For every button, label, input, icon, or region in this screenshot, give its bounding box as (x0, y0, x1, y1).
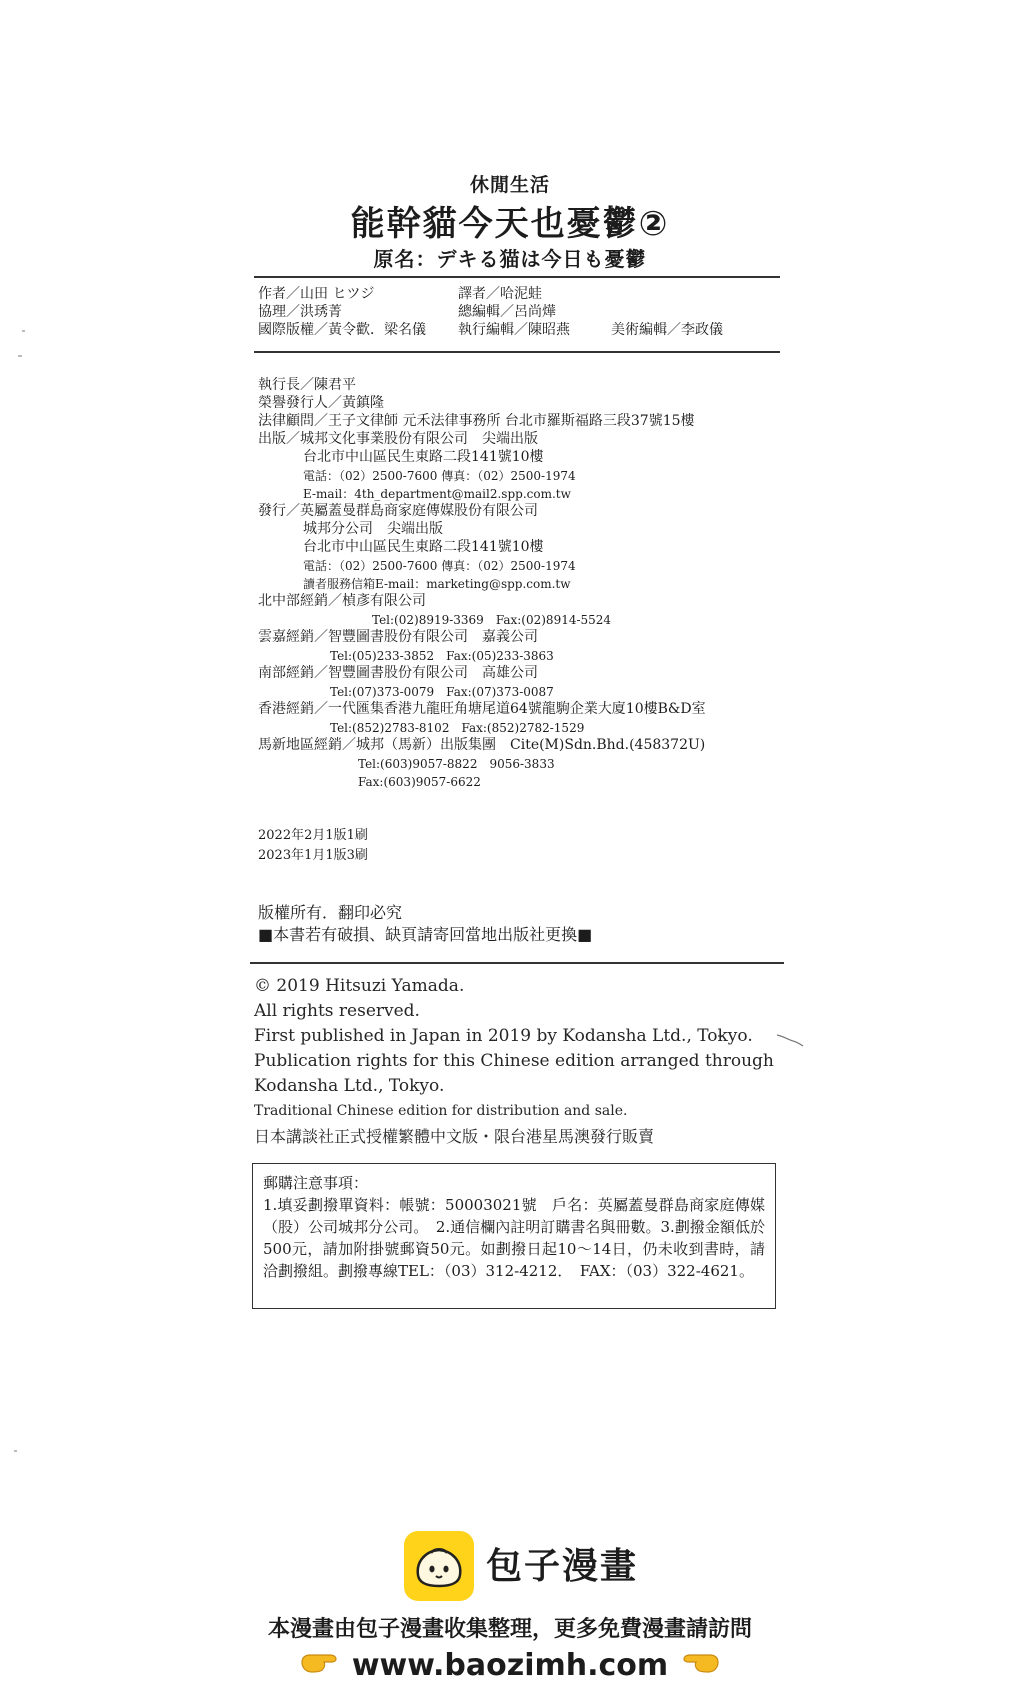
pub-line: Tel:(05)233-3852 Fax:(05)233-3863 (330, 649, 554, 663)
staff-intl-rights: 國際版權／黃令歡．梁名儀 (258, 322, 426, 338)
eng-reserved: All rights reserved. (254, 1001, 420, 1021)
pub-line: 北中部經銷／楨彥有限公司 (258, 593, 426, 609)
eng-kodansha: Kodansha Ltd., Tokyo. (254, 1076, 445, 1096)
rights-defect: ■本書若有破損、缺頁請寄回當地出版社更換■ (258, 925, 593, 944)
pub-line: Tel:(07)373-0079 Fax:(07)373-0087 (330, 685, 554, 699)
rights-reserved: 版權所有．翻印必究 (258, 903, 403, 922)
staff-author: 作者／山田 ヒツジ (258, 286, 375, 302)
pointing-left-icon (680, 1649, 720, 1684)
pub-line: Fax:(603)9057-6622 (358, 775, 481, 789)
series-label: 休閒生活 (469, 174, 550, 196)
pub-line: E-mail：4th_department@mail2.spp.com.tw (303, 487, 571, 501)
footer-url[interactable]: www.baozimh.com (351, 1648, 669, 1683)
rights-notice (258, 902, 592, 946)
pointing-right-icon (300, 1649, 340, 1684)
baozi-logo[interactable] (404, 1531, 474, 1601)
staff-exec-editor: 執行編輯／陳昭燕 (458, 322, 570, 338)
print-date-third: 2023年1月1版3刷 (258, 848, 368, 863)
pub-line: 台北市中山區民生東路二段141號10樓 (303, 449, 544, 465)
pub-line: 香港經銷／一代匯集香港九龍旺角塘尾道64號龍駒企業大廈10樓B&D室 (258, 701, 706, 717)
pub-line: 法律顧問／王子文律師 元禾法律事務所 台北市羅斯福路三段37號15樓 (258, 413, 695, 429)
staff-translator: 譯者／哈泥蛙 (458, 286, 542, 302)
scan-mark (18, 355, 22, 357)
footer-url-row (0, 1648, 1020, 1684)
pub-line: 城邦分公司 尖端出版 (303, 521, 443, 537)
footer-notice: 本漫畫由包子漫畫收集整理，更多免費漫畫請訪問 (267, 1617, 752, 1642)
pub-line: 台北市中山區民生東路二段141號10樓 (303, 539, 544, 555)
order-heading: 郵購注意事項： (263, 1174, 369, 1192)
pub-line: 讀者服務信箱E-mail：marketing@spp.com.tw (303, 577, 571, 591)
print-dates (258, 826, 368, 866)
pub-line: Tel:(02)8919-3369 Fax:(02)8914-5524 (372, 613, 612, 627)
baozi-face-icon (404, 1531, 474, 1601)
print-date-first: 2022年2月1版1刷 (258, 828, 368, 843)
staff-assist: 協理／洪琇菁 (258, 304, 342, 320)
brand-name: 包子漫畫 (486, 1546, 639, 1587)
pub-line: 榮譽發行人／黃鎮隆 (258, 395, 384, 411)
eng-copyright: © 2019 Hitsuzi Yamada. (254, 976, 465, 996)
scan-mark (22, 330, 25, 332)
pub-line: 電話：（02）2500-7600 傳真：（02）2500-1974 (303, 469, 576, 483)
scan-mark (14, 1450, 17, 1452)
pub-line: 發行／英屬蓋曼群島商家庭傳媒股份有限公司 (258, 503, 538, 519)
staff-art-editor: 美術編輯／李政儀 (611, 322, 723, 338)
divider (250, 962, 784, 964)
eng-rights-line: Publication rights for this Chinese edition arranged through (254, 1051, 774, 1071)
pub-line: 電話：（02）2500-7600 傳真：（02）2500-1974 (303, 559, 576, 573)
divider (254, 351, 780, 353)
pub-line: Tel:(603)9057-8822 9056-3833 (358, 757, 555, 771)
pub-line: 南部經銷／智豐圖書股份有限公司 高雄公司 (258, 665, 538, 681)
pub-line: 雲嘉經銷／智豐圖書股份有限公司 嘉義公司 (258, 629, 538, 645)
eng-first-pub: First published in Japan in 2019 by Kodansha Ltd., Tokyo. (254, 1026, 753, 1046)
pub-line: 馬新地區經銷／城邦（馬新）出版集團 Cite(M)Sdn.Bhd.(458372U) (258, 737, 706, 753)
order-body: 1.填妥劃撥單資料：帳號：50003021號 戶名：英屬蓋曼群島商家庭傳媒（股）公司城邦分公司。 2.通信欄內註明訂購書名與冊數。3.劃撥金額低於500元，請加附掛號郵資50元。如劃撥日起10～14日，仍未收到書時，請洽劃撥組。劃撥專線TEL：（03）312-4212． FAX：（03）322-4621。 (263, 1196, 765, 1280)
pub-line: 執行長／陳君平 (258, 377, 356, 393)
mail-order-box (252, 1163, 776, 1309)
publishing-info (258, 376, 778, 796)
pub-line: 出版／城邦文化事業股份有限公司 尖端出版 (258, 431, 538, 447)
eng-authorized: 日本講談社正式授權繁體中文版・限台港星馬澳發行販賣 (254, 1127, 655, 1146)
eng-trad: Traditional Chinese edition for distribution and sale. (254, 1103, 628, 1119)
book-title: 能幹貓今天也憂鬱② (350, 204, 670, 244)
pub-line: Tel:(852)2783-8102 Fax:(852)2782-1529 (330, 721, 585, 735)
divider (254, 276, 780, 278)
staff-chief-editor: 總編輯／呂尚燁 (458, 304, 556, 320)
original-title: 原名：デキる猫は今日も憂鬱 (373, 247, 647, 271)
english-copyright (254, 974, 784, 1149)
